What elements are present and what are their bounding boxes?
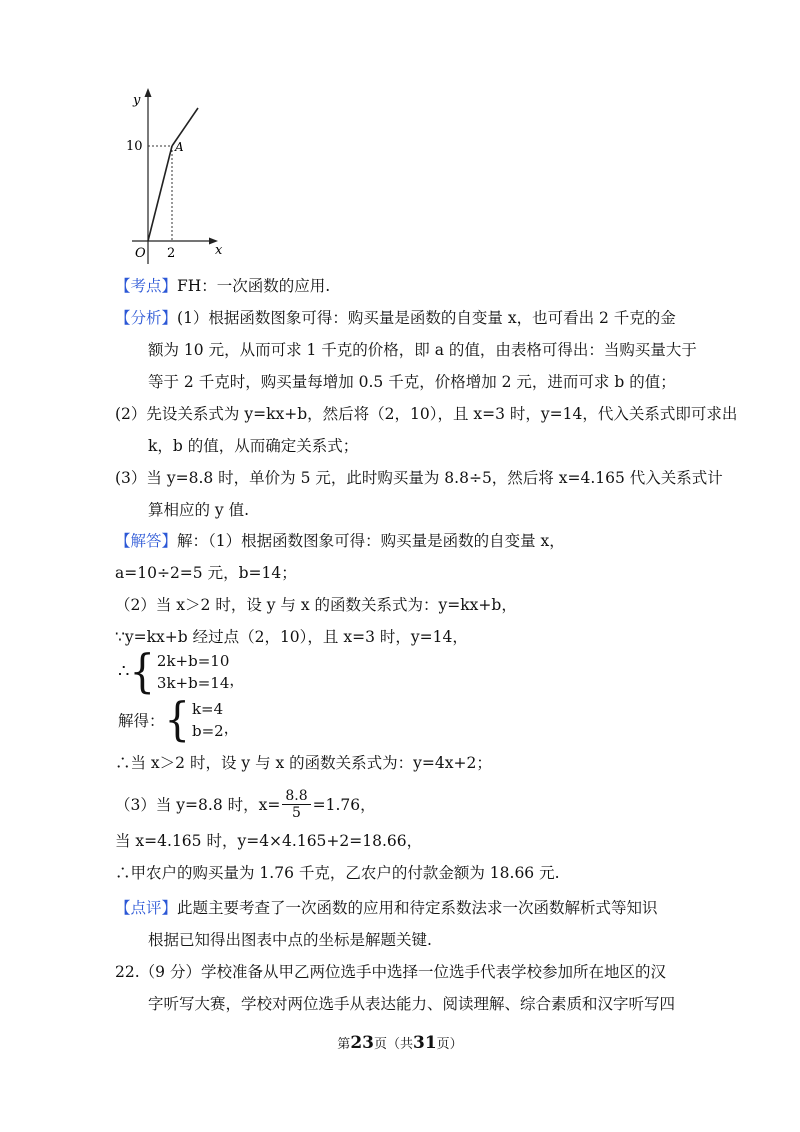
question-22-line-1: 22.（9 分）学校准备从甲乙两位选手中选择一位选手代表学校参加所在地区的汉	[115, 963, 666, 981]
jieda-line-5: ∴当 x＞2 时，设 y 与 x 的函数关系式为：y=4x+2；	[115, 754, 492, 772]
kaodian-text: FH：一次函数的应用.	[177, 277, 331, 295]
jieda-line-2: a=10÷2=5 元，b=14；	[115, 564, 297, 582]
footer-total-pages: 31	[413, 1033, 437, 1053]
fenxi-line-5: k，b 的值，从而确定关系式；	[148, 437, 359, 455]
function-graph	[118, 84, 238, 274]
kaodian-line	[115, 275, 330, 297]
fenxi-tag: 【分析】	[115, 309, 178, 327]
equation-1b: 3k+b=14	[156, 674, 230, 692]
footer-post: 页）	[436, 1037, 463, 1052]
fenxi-line-7: 算相应的 y 值.	[148, 501, 250, 519]
jieda-line-6	[115, 788, 376, 821]
fenxi-line-3: 等于 2 千克时，购买量每增加 0.5 千克，价格增加 2 元，进而可求 b 的值；	[148, 373, 676, 391]
jieda-line-1	[115, 530, 565, 552]
left-brace: {	[129, 645, 155, 699]
footer-mid: 页（共	[373, 1037, 413, 1052]
footer-pre: 第	[337, 1037, 351, 1052]
jieda-line-7: 当 x=4.165 时，y=4×4.165+2=18.66，	[115, 832, 423, 850]
dianping-tag: 【点评】	[115, 899, 178, 917]
point-label: A	[175, 140, 184, 154]
solve-label: 解得：	[118, 712, 165, 730]
left-brace: {	[164, 693, 190, 747]
fraction	[282, 788, 310, 821]
jieda-text-1: 解：（1）根据函数图象可得：购买量是函数的自变量 x，	[177, 532, 565, 550]
x-tick-label: 2	[167, 246, 176, 261]
dianping-line-1	[115, 897, 658, 919]
dianping-line-2: 根据已知得出图表中点的坐标是解题关键.	[148, 931, 432, 949]
graph-segment-1	[148, 146, 172, 241]
page-footer	[0, 1033, 800, 1053]
equation-2b: b=2	[191, 722, 224, 740]
fenxi-line-1	[115, 307, 676, 329]
dianping-text-1: 此题主要考查了一次函数的应用和待定系数法求一次函数解析式等知识	[177, 899, 658, 917]
jieda-line-8: ∴甲农户的购买量为 1.76 千克，乙农户的付款金额为 18.66 元.	[115, 864, 560, 882]
jieda-text-6-pre: （3）当 y=8.8 时，x=	[115, 795, 281, 814]
equation-1a: 2k+b=10	[156, 652, 230, 670]
y-axis-arrow	[145, 88, 152, 97]
fenxi-line-2: 额为 10 元，从而可求 1 千克的价格，即 a 的值，由表格可得出：当购买量大于	[148, 341, 697, 359]
fenxi-line-4: (2）先设关系式为 y=kx+b，然后将（2，10），且 x=3 时，y=14，代入关系式即可求出	[115, 405, 738, 423]
therefore-symbol: ∴	[118, 661, 130, 682]
equation-system-2	[118, 693, 239, 747]
fenxi-text-1: (1）根据函数图象可得：购买量是函数的自变量 x，也可看出 2 千克的金	[177, 309, 676, 327]
jieda-tag: 【解答】	[115, 532, 178, 550]
origin-label: O	[135, 246, 146, 261]
equation-2a: k=4	[191, 700, 224, 718]
equation-system-1	[118, 645, 245, 699]
fenxi-line-6: (3）当 y=8.8 时，单价为 5 元，此时购买量为 8.8÷5，然后将 x=4.165 代入关系式计	[115, 469, 723, 487]
equation-2-comma: ，	[223, 719, 239, 737]
question-22-line-2: 字听写大赛，学校对两位选手从表达能力、阅读理解、综合素质和汉字听写四	[148, 995, 676, 1013]
equation-1-comma: ，	[229, 671, 245, 689]
x-axis-label: x	[215, 243, 223, 258]
y-tick-label: 10	[126, 139, 143, 154]
kaodian-tag: 【考点】	[115, 277, 178, 295]
fraction-denominator: 5	[292, 805, 301, 821]
jieda-text-6-post: =1.76，	[312, 795, 376, 814]
fraction-numerator: 8.8	[282, 788, 310, 805]
footer-page-number: 23	[350, 1033, 374, 1053]
y-axis-label: y	[133, 93, 141, 108]
jieda-line-3: （2）当 x＞2 时，设 y 与 x 的函数关系式为：y=kx+b，	[115, 596, 517, 614]
jieda-line-4: ∵y=kx+b 经过点（2，10），且 x=3 时，y=14，	[115, 628, 468, 646]
